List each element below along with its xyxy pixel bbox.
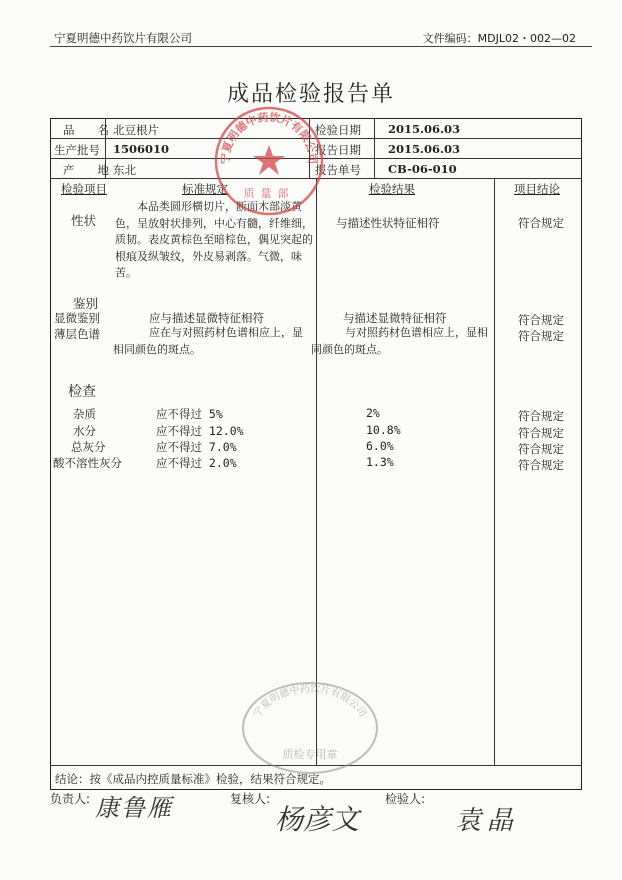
report-date-value: 2015.06.03 <box>388 142 461 156</box>
inspect-date-value: 2015.06.03 <box>388 122 461 136</box>
batch-label: 生产批号 <box>54 143 100 157</box>
batch-value: 1506010 <box>113 142 170 156</box>
bottom-stamp-dept: 质检专用章 <box>282 748 338 761</box>
tlc-name: 薄层色谱 <box>54 327 100 341</box>
bottom-stamp-text: 宁夏明德中药饮片有限公司 <box>251 683 369 720</box>
company-name: 宁夏明德中药饮片有限公司 <box>54 31 192 45</box>
stamp-star-icon <box>253 145 285 175</box>
acid-ash-name: 酸不溶性灰分 <box>53 456 122 470</box>
identification-title: 鉴别 <box>73 296 99 311</box>
doc-code: 文件编码：MDJL02・002—02 <box>422 32 576 45</box>
report-no-value: CB-06-010 <box>388 162 457 176</box>
svg-text:宁夏明德中药饮片有限公司 <box>250 682 369 719</box>
body-col-divider-2 <box>494 178 495 765</box>
inspector-signature: 袁晶 <box>455 806 520 836</box>
inspection-title: 检查 <box>68 384 96 400</box>
qc-stamp <box>240 680 380 776</box>
impurity-name: 杂质 <box>73 407 96 421</box>
reviewer-signature: 杨彦文 <box>275 803 360 836</box>
inspector-label: 检验人: <box>385 792 426 806</box>
reviewer-label: 复核人: <box>230 792 271 806</box>
total-ash-conclusion: 符合规定 <box>518 442 564 456</box>
appearance-standard: 本品类圆形横切片，断面木部淡黄色，呈放射状排列，中心有髓，纤维细，质韧。表皮黄棕色至暗棕色，偶见突起的根痕及纵皱纹，外皮易剥落。气微，味苦。 <box>115 200 313 279</box>
col-header-item: 检验项目 <box>61 182 107 196</box>
total-ash-result: 6.0% <box>366 439 394 453</box>
appearance-result: 与描述性状特征相符 <box>336 216 440 230</box>
impurity-conclusion: 符合规定 <box>518 409 564 423</box>
total-ash-name: 总灰分 <box>71 440 106 454</box>
acid-ash-result: 1.3% <box>366 455 394 469</box>
col-header-result: 检验结果 <box>369 182 415 196</box>
col-header-standard: 标准规定 <box>182 182 228 196</box>
microscopic-name: 显微鉴别 <box>54 311 100 325</box>
microscopic-result: 与描述显微特征相符 <box>343 311 447 325</box>
info-col-divider-3 <box>374 119 375 178</box>
acid-ash-standard: 应不得过 2.0% <box>156 456 237 470</box>
moisture-result: 10.8% <box>366 423 401 437</box>
report-date-label: 报告日期 <box>315 143 361 157</box>
responsible-signature: 康鲁雁 <box>95 794 173 822</box>
inspect-date-label: 检验日期 <box>315 123 361 137</box>
doc-code-label: 文件编码 <box>422 32 467 45</box>
report-conclusion: 结论：按《成品内控质量标准》检验，结果符合规定。 <box>55 772 331 786</box>
report-title: 成品检验报告单 <box>226 82 395 107</box>
col-header-conclusion: 项目结论 <box>514 182 560 196</box>
report-no-label: 报告单号 <box>315 163 361 177</box>
tlc-conclusion: 符合规定 <box>518 329 564 343</box>
moisture-conclusion: 符合规定 <box>518 426 564 440</box>
top-stamp-text: 宁夏明德中药饮片有限公司 <box>218 110 320 165</box>
microscopic-conclusion: 符合规定 <box>518 313 564 327</box>
tlc-result: 与对照药材色谱相应上，显相同颜色的斑点。 <box>311 326 488 356</box>
name-value: 北豆根片 <box>113 123 159 137</box>
quality-department-stamp <box>213 105 325 217</box>
moisture-name: 水分 <box>73 424 96 438</box>
top-stamp-dept: 质量部 <box>243 187 295 200</box>
tlc-standard: 应在与对照药材色谱相应上，显相同颜色的斑点。 <box>113 326 303 356</box>
appearance-conclusion: 符合规定 <box>518 216 564 230</box>
appearance-title: 性状 <box>71 213 97 228</box>
name-label: 品 名 <box>63 123 109 137</box>
header-divider <box>50 46 592 47</box>
acid-ash-conclusion: 符合规定 <box>518 458 564 472</box>
responsible-label: 负责人: <box>50 792 91 806</box>
impurity-standard: 应不得过 5% <box>156 407 223 421</box>
impurity-result: 2% <box>366 406 380 420</box>
origin-value: 东北 <box>113 163 136 177</box>
microscopic-standard: 应与描述显微特征相符 <box>149 311 264 325</box>
body-col-divider-1 <box>316 178 317 765</box>
total-ash-standard: 应不得过 7.0% <box>156 440 237 454</box>
origin-label: 产 地 <box>63 163 109 177</box>
moisture-standard: 应不得过 12.0% <box>156 424 244 438</box>
doc-code-value: MDJL02・002—02 <box>477 32 576 45</box>
